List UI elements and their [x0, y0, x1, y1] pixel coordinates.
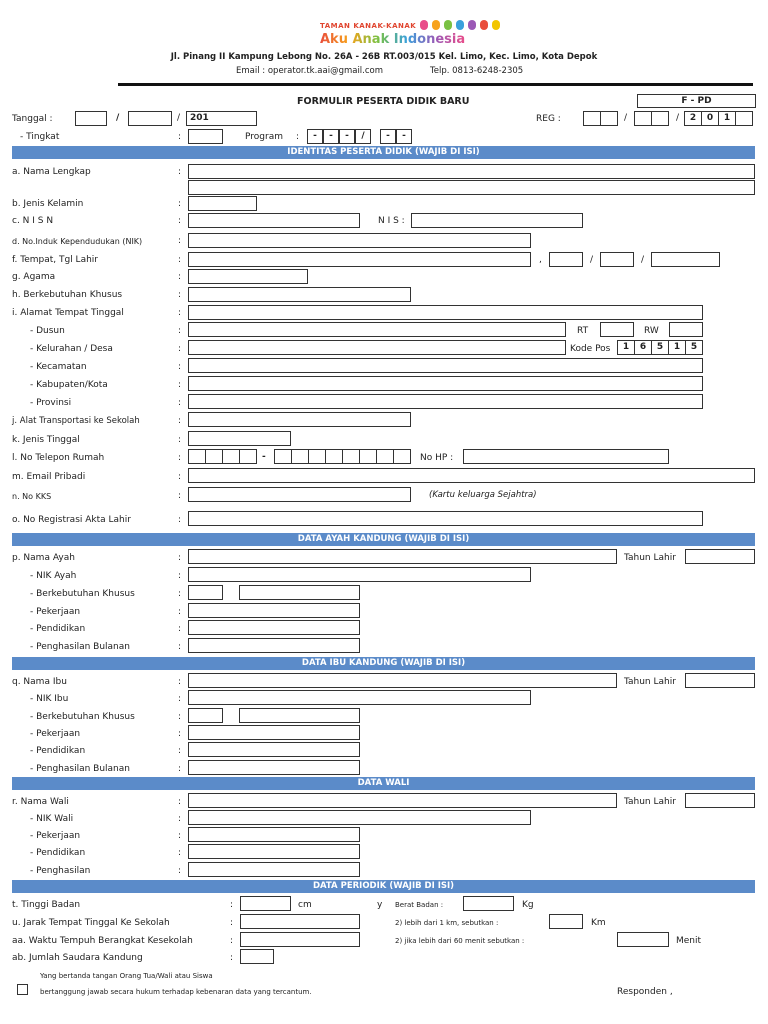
nis-input[interactable] [411, 213, 583, 228]
reg-label: REG : [536, 114, 561, 124]
telp-num-7[interactable] [376, 449, 394, 464]
rt-label: RT [577, 326, 589, 336]
section-header-ibu: DATA IBU KANDUNG (WAJIB DI ISI) [12, 657, 755, 670]
comma: , [539, 255, 542, 265]
telp-num-6[interactable] [359, 449, 377, 464]
colon: : [230, 900, 234, 910]
section-header-siswa: IDENTITAS PESERTA DIDIK (WAJIB DI ISI) [12, 146, 755, 159]
tahun-lahir-label: Tahun Lahir [624, 553, 676, 563]
nama-lengkap-input-2[interactable] [188, 180, 755, 195]
field-label: o. No Registrasi Akta Lahir [12, 515, 131, 525]
nohp-input[interactable] [463, 449, 669, 464]
agama-input[interactable] [188, 269, 308, 284]
field-label: - Penghasilan Bulanan [30, 764, 130, 774]
reg-box-1[interactable] [583, 111, 601, 126]
colon: : [178, 199, 182, 209]
field-label: - NIK Wali [30, 814, 74, 824]
program-colon: : [296, 132, 300, 142]
colon: : [178, 326, 182, 336]
field-label: - Berkebutuhan Khusus [30, 589, 135, 599]
reg-year-cell[interactable]: 1 [718, 111, 736, 126]
field-label: - Kelurahan / Desa [30, 344, 113, 354]
kecamatan-input[interactable] [188, 358, 703, 373]
colon: : [178, 167, 182, 177]
colon: : [178, 515, 182, 525]
kks-input[interactable] [188, 487, 411, 502]
field-label: - Pekerjaan [30, 729, 81, 739]
bk-ibu-code[interactable] [188, 708, 223, 723]
colon: : [178, 472, 182, 482]
nis-label: N I S : [378, 216, 405, 226]
tempat-lahir-input[interactable] [188, 252, 531, 267]
berkebutuhan-khusus-input[interactable] [188, 287, 411, 302]
nama-lengkap-input[interactable] [188, 164, 755, 179]
berat-badan-label: Berat Badan : [395, 901, 444, 909]
telp-area-1[interactable] [188, 449, 206, 464]
colon: : [178, 255, 182, 265]
date-slash-2: / [177, 113, 181, 123]
colon: : [178, 290, 182, 300]
tingkat-input[interactable] [188, 129, 223, 144]
colon: : [178, 589, 182, 599]
program-cell[interactable]: - [339, 129, 355, 144]
reg-box-2[interactable] [600, 111, 618, 126]
telp-num-3[interactable] [308, 449, 326, 464]
jarak-note: 2) lebih dari 1 km, sebutkan : [395, 919, 499, 927]
colon: : [178, 712, 182, 722]
field-label: u. Jarak Tempat Tinggal Ke Sekolah [12, 918, 170, 928]
kodepos-digit[interactable]: 5 [685, 340, 703, 355]
bk-ayah-input[interactable] [239, 585, 360, 600]
nisn-input[interactable] [188, 213, 360, 228]
school-phone: Telp. 0813-6248-2305 [430, 66, 524, 76]
pekerjaan-ayah-input[interactable] [188, 603, 360, 618]
colon: : [178, 453, 182, 463]
waktu-note: 2) jika lebih dari 60 menit sebutkan : [395, 937, 525, 945]
header-divider [118, 83, 753, 86]
tanggal-label: Tanggal : [12, 114, 53, 124]
rw-label: RW [644, 326, 659, 336]
telp-num-4[interactable] [325, 449, 343, 464]
field-label: q. Nama Ibu [12, 677, 67, 687]
y-label: y [377, 900, 383, 910]
pendidikan-ibu-input[interactable] [188, 742, 360, 757]
bk-ayah-code[interactable] [188, 585, 223, 600]
logo-top-text: TAMAN KANAK-KANAK [320, 22, 417, 30]
colon: : [178, 831, 182, 841]
colon: : [178, 642, 182, 652]
declaration-line-2: bertanggung jawab secara hukum terhadap kebenaran data yang tercantum. [40, 988, 312, 996]
colon: : [178, 848, 182, 858]
bk-ibu-input[interactable] [239, 708, 360, 723]
slash: / [641, 255, 645, 265]
kabupaten-input[interactable] [188, 376, 703, 391]
field-label: - Berkebutuhan Khusus [30, 712, 135, 722]
jenis-tinggal-input[interactable] [188, 431, 291, 446]
field-label: - Kabupaten/Kota [30, 380, 108, 390]
field-label: m. Email Pribadi [12, 472, 86, 482]
pendidikan-wali-input[interactable] [188, 844, 360, 859]
form-code-box: F - PD [637, 94, 756, 108]
jarak-input[interactable] [240, 914, 360, 929]
field-label: ab. Jumlah Saudara Kandung [12, 953, 143, 963]
colon: : [178, 797, 182, 807]
telp-area-3[interactable] [222, 449, 240, 464]
program-label: Program [245, 132, 283, 142]
kks-note: (Kartu keluarga Sejahtra) [429, 490, 537, 500]
nama-ayah-input[interactable] [188, 549, 617, 564]
tahun-lahir-ayah-input[interactable] [685, 549, 755, 564]
responden-label: Responden , [617, 987, 673, 997]
tahun-lahir-label: Tahun Lahir [624, 797, 676, 807]
kodepos-digit[interactable]: 5 [651, 340, 669, 355]
field-label: g. Agama [12, 272, 56, 282]
program-cell[interactable]: - [307, 129, 323, 144]
nama-ibu-input[interactable] [188, 673, 617, 688]
jumlah-saudara-input[interactable] [240, 949, 274, 964]
logo-kids-icon [420, 20, 502, 30]
school-logo [320, 20, 510, 50]
jenis-kelamin-input[interactable] [188, 196, 257, 211]
field-label: - Pendidikan [30, 624, 86, 634]
colon: : [178, 362, 182, 372]
tanggal-month-input[interactable] [128, 111, 172, 126]
field-label: k. Jenis Tinggal [12, 435, 80, 445]
email-input[interactable] [188, 468, 755, 483]
nik-ayah-input[interactable] [188, 567, 531, 582]
pendidikan-ayah-input[interactable] [188, 620, 360, 635]
transportasi-input[interactable] [188, 412, 411, 427]
rt-input[interactable] [600, 322, 634, 337]
field-label: - Pekerjaan [30, 831, 81, 841]
field-label: b. Jenis Kelamin [12, 199, 84, 209]
colon: : [178, 132, 182, 142]
reg-year-cell[interactable]: 2 [684, 111, 702, 126]
reg-box-4[interactable] [651, 111, 669, 126]
kodepos-label: Kode Pos [570, 344, 611, 354]
section-header-periodik: DATA PERIODIK (WAJIB DI ISI) [12, 880, 755, 893]
field-label: - Dusun [30, 326, 65, 336]
nik-input[interactable] [188, 233, 531, 248]
nohp-label: No HP : [420, 453, 454, 463]
tahun-lahir-wali-input[interactable] [685, 793, 755, 808]
waktu-tempuh-input[interactable] [240, 932, 360, 947]
school-address: Jl. Pinang II Kampung Lebong No. 26A - 26B RT.003/015 Kel. Limo, Kec. Limo, Kota Depok [170, 52, 598, 62]
tgl-lahir-day-input[interactable] [549, 252, 583, 267]
field-label: - Kecamatan [30, 362, 87, 372]
colon: : [230, 953, 234, 963]
colon: : [178, 571, 182, 581]
colon: : [230, 936, 234, 946]
colon: : [178, 380, 182, 390]
section-header-wali: DATA WALI [12, 777, 755, 790]
colon: : [178, 607, 182, 617]
tahun-lahir-label: Tahun Lahir [624, 677, 676, 687]
telp-dash: - [262, 452, 266, 462]
tingkat-label: - Tingkat [20, 132, 60, 142]
telp-num-1[interactable] [274, 449, 292, 464]
colon: : [178, 694, 182, 704]
alamat-input[interactable] [188, 305, 703, 320]
field-label: - Pekerjaan [30, 607, 81, 617]
waktu-menit-input[interactable] [617, 932, 669, 947]
colon: : [178, 216, 182, 226]
colon: : [178, 764, 182, 774]
declaration-line-1: Yang bertanda tangan Orang Tua/Wali atau Siswa [40, 972, 213, 980]
jarak-km-input[interactable] [549, 914, 583, 929]
school-email: Email : operator.tk.aai@gmail.com [236, 66, 384, 76]
field-label: n. No KKS [12, 492, 52, 501]
tanggal-day-input[interactable] [75, 111, 107, 126]
nama-wali-input[interactable] [188, 793, 617, 808]
pekerjaan-wali-input[interactable] [188, 827, 360, 842]
telp-num-8[interactable] [393, 449, 411, 464]
field-label: - NIK Ibu [30, 694, 69, 704]
kodepos-digit[interactable]: 1 [668, 340, 686, 355]
reg-year-cell[interactable]: 0 [701, 111, 719, 126]
colon: : [178, 624, 182, 634]
reg-box-3[interactable] [634, 111, 652, 126]
declaration-checkbox[interactable] [17, 984, 28, 995]
field-label: aa. Waktu Tempuh Berangkat Kesekolah [12, 936, 193, 946]
field-label: - Penghasilan Bulanan [30, 642, 130, 652]
colon: : [178, 398, 182, 408]
nik-wali-input[interactable] [188, 810, 531, 825]
field-label: - Penghasilan [30, 866, 91, 876]
telp-num-5[interactable] [342, 449, 360, 464]
tgl-lahir-year-input[interactable] [651, 252, 720, 267]
colon: : [230, 918, 234, 928]
menit-unit: Menit [676, 936, 702, 946]
cm-unit: cm [298, 900, 312, 910]
reg-slash-2: / [676, 113, 680, 123]
program-cell[interactable]: - [396, 129, 412, 144]
reg-slash-1: / [624, 113, 628, 123]
colon: : [178, 677, 182, 687]
program-cell[interactable]: - [380, 129, 396, 144]
field-label: f. Tempat, Tgl Lahir [12, 255, 98, 265]
colon: : [178, 416, 182, 426]
colon: : [178, 746, 182, 756]
colon: : [178, 435, 182, 445]
field-label: p. Nama Ayah [12, 553, 75, 563]
tahun-lahir-ibu-input[interactable] [685, 673, 755, 688]
provinsi-input[interactable] [188, 394, 703, 409]
penghasilan-ibu-input[interactable] [188, 760, 360, 775]
field-label: - Pendidikan [30, 848, 86, 858]
colon: : [178, 866, 182, 876]
telp-area-4[interactable] [239, 449, 257, 464]
field-label: j. Alat Transportasi ke Sekolah [12, 416, 140, 426]
field-label: a. Nama Lengkap [12, 167, 91, 177]
colon: : [178, 272, 182, 282]
pekerjaan-ibu-input[interactable] [188, 725, 360, 740]
field-label: - Pendidikan [30, 746, 86, 756]
kg-unit: Kg [522, 900, 534, 910]
dusun-input[interactable] [188, 322, 566, 337]
tanggal-year-input[interactable]: 201 [186, 111, 257, 126]
field-label: t. Tinggi Badan [12, 900, 81, 910]
berat-badan-input[interactable] [463, 896, 514, 911]
field-label: d. No.Induk Kependudukan (NIK) [12, 237, 143, 246]
tgl-lahir-month-input[interactable] [600, 252, 634, 267]
field-label: r. Nama Wali [12, 797, 69, 807]
slash: / [590, 255, 594, 265]
colon: : [178, 814, 182, 824]
date-slash-1: / [116, 113, 120, 123]
program-cell[interactable]: / [355, 129, 371, 144]
colon: : [178, 553, 182, 563]
nik-ibu-input[interactable] [188, 690, 531, 705]
logo-name: Aku Anak Indonesia [320, 32, 466, 47]
field-label: - NIK Ayah [30, 571, 77, 581]
section-header-ayah: DATA AYAH KANDUNG (WAJIB DI ISI) [12, 533, 755, 546]
telp-num-2[interactable] [291, 449, 309, 464]
tinggi-badan-input[interactable] [240, 896, 291, 911]
field-label: c. N I S N [12, 216, 54, 226]
kodepos-digit[interactable]: 6 [634, 340, 652, 355]
kelurahan-input[interactable] [188, 340, 566, 355]
telp-area-2[interactable] [205, 449, 223, 464]
field-label: - Provinsi [30, 398, 72, 408]
penghasilan-wali-input[interactable] [188, 862, 360, 877]
penghasilan-ayah-input[interactable] [188, 638, 360, 653]
colon: : [178, 344, 182, 354]
program-cell[interactable]: - [323, 129, 339, 144]
colon: : [178, 729, 182, 739]
colon: : [178, 236, 182, 246]
field-label: l. No Telepon Rumah [12, 453, 105, 463]
field-label: h. Berkebutuhan Khusus [12, 290, 123, 300]
reg-year-cell[interactable] [735, 111, 753, 126]
akta-input[interactable] [188, 511, 703, 526]
colon: : [178, 491, 182, 501]
form-title: FORMULIR PESERTA DIDIK BARU [297, 96, 470, 107]
colon: : [178, 308, 182, 318]
rw-input[interactable] [669, 322, 703, 337]
kodepos-digit[interactable]: 1 [617, 340, 635, 355]
km-unit: Km [591, 918, 606, 928]
field-label: i. Alamat Tempat Tinggal [12, 308, 124, 318]
